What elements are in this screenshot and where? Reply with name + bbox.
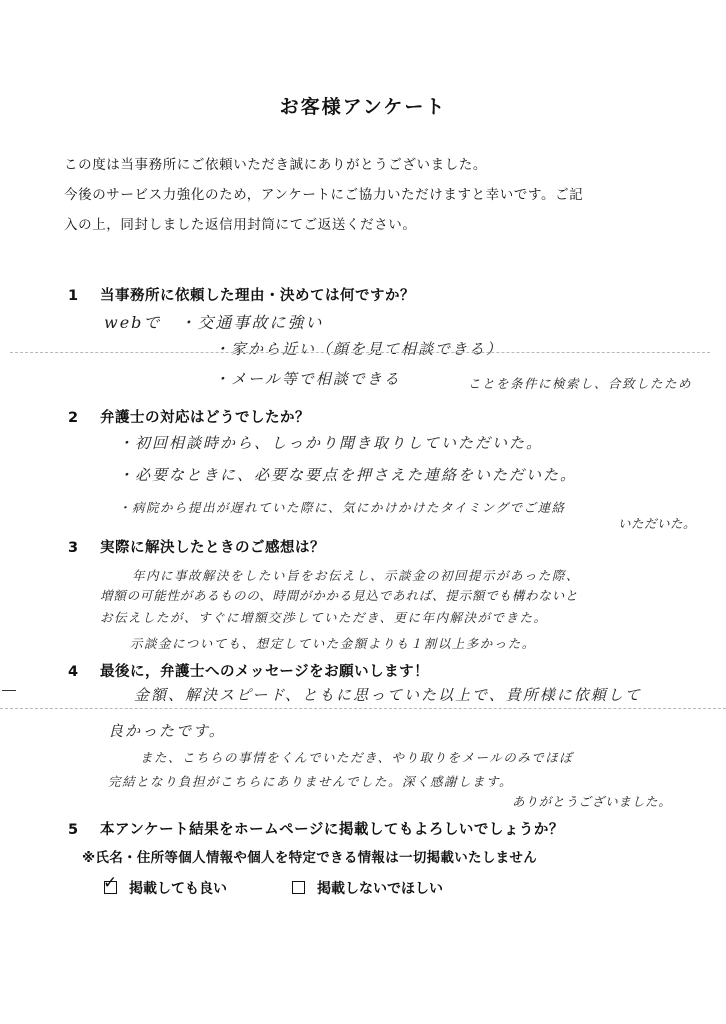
question-text: 弁護士の対応はどうでしたか？ [100,410,310,426]
option-publish-ok[interactable] [103,873,227,898]
question-text: 実際に解決したときのご感想は？ [100,540,325,556]
answer-2-line-4: いただいた。 [618,516,697,531]
answer-4-line-5: ありがとうございました。 [512,794,672,809]
answer-3-line-3: お伝えしたが、すぐに増額交渉していただき、更に年内解決ができた。 [100,610,548,625]
intro-line-1: この度は当事務所にご依頼いただき誠にありがとうございました。 [64,157,487,173]
question-5 [68,818,564,839]
answer-4-line-2: 良かったです。 [108,722,226,740]
answer-3-line-1: 年内に事故解決をしたい旨をお伝えし、示談金の初回提示があった際、 [132,568,580,583]
question-number: 5 [68,822,79,838]
answer-3-line-2: 増額の可能性があるものの、時間がかかる見込であれば、提示額でも構わないと [100,588,579,603]
question-text: 最後に，弁護士へのメッセージをお願いします！ [100,664,430,680]
answer-4-line-1: 金額、解決スピード、ともに思っていた以上で、貴所様に依頼して [134,686,642,704]
question-1 [68,284,415,305]
privacy-note: ※氏名・住所等個人情報や個人を特定できる情報は一切掲載いたしません [82,850,538,866]
option-publish-no[interactable] [292,878,443,898]
answer-3-line-4: 示談金についても、想定していた金額よりも１割以上多かった。 [130,636,536,651]
checkbox-unchecked[interactable] [292,881,305,894]
answer-1-line-1: webで ・交通事故に強い [104,313,324,332]
question-number: 2 [68,410,79,426]
question-number: 1 [68,288,79,304]
question-4 [68,660,429,681]
answer-2-line-2: ・必要なときに、必要な要点を押さえた連絡をいただいた。 [118,466,578,484]
intro-line-3: 入の上，同封しました返信用封筒にてご返送ください。 [64,217,417,233]
option-label: 掲載しても良い [129,881,227,897]
answer-2-line-1: ・初回相談時から、しっかり聞き取りしていただいた。 [118,434,544,452]
answer-2-line-3: ・病院から提出が遅れていた際に、気にかけかけたタイミングでご連絡 [118,500,566,515]
answer-1-line-4: ことを条件に検索し、合致したため [468,376,693,391]
scan-artifact-line [0,708,726,709]
question-number: 3 [68,540,79,556]
answer-4-line-4: 完結となり負担がこちらにありませんでした。深く感謝します。 [108,774,514,789]
intro-line-2: 今後のサービス力強化のため，アンケートにご協力いただけますと幸いです。ご記 [64,187,584,203]
scan-artifact-mark [2,690,16,691]
question-text: 当事務所に依頼した理由・決めては何ですか？ [100,288,415,304]
option-label: 掲載しないでほしい [317,881,443,897]
check-mark-icon: ✓ [103,873,118,893]
scan-artifact-line [10,352,710,353]
page-title: お客様アンケート [279,96,447,118]
answer-4-line-3: また、こちらの事情をくんでいただき、やり取りをメールのみでほぼ [140,750,574,765]
question-text: 本アンケート結果をホームページに掲載してもよろしいでしょうか？ [100,822,564,838]
question-2 [68,406,310,427]
answer-1-line-3: ・メール等で相談できる [214,370,401,388]
checkbox-checked[interactable] [103,873,118,894]
question-number: 4 [68,664,79,680]
question-3 [68,536,325,557]
answer-1-line-2: ・家から近い（顔を見て相談できる） [214,340,504,358]
